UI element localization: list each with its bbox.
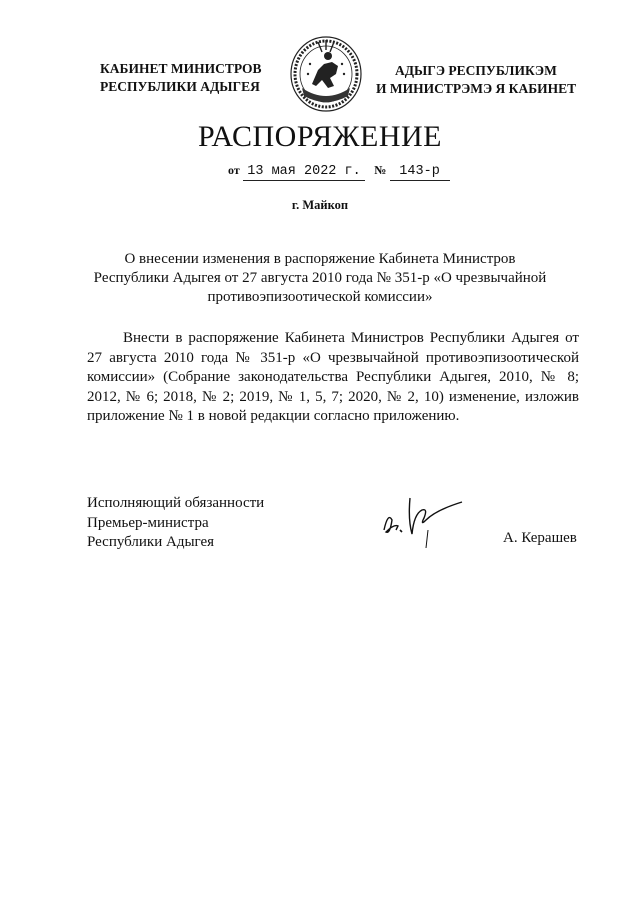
header-right-line2: И МИНИСТРЭМЭ Я КАБИНЕТ [376,81,577,96]
subject-line2: Республики Адыгея от 27 августа 2010 года № 351-р «О чрезвычайной [93,270,547,286]
signatory-line1: Исполняющий обязанности [87,495,265,511]
date-value: 13 мая 2022 г. [243,164,365,181]
signatory-name: А. Керашев [503,530,577,546]
number-value: 143-р [390,164,450,181]
date-number-line [228,162,450,181]
subject-line1: О внесении изменения в распоряжение Кабинета Министров [124,251,516,267]
header-left-line2: РЕСПУБЛИКИ АДЫГЕЯ [100,79,260,94]
header-left [100,60,262,96]
handwritten-signature [378,490,468,550]
signatory-line3: Республики Адыгея [87,534,215,550]
signatory-line2: Премьер-министра [87,514,209,531]
subject-line3: противоэпизоотической комиссии» [207,289,433,305]
signatory-title [87,494,264,553]
document-subject [60,250,580,307]
header-left-line1: КАБИНЕТ МИНИСТРОВ [100,61,262,76]
header-right-line1: АДЫГЭ РЕСПУБЛИКЭМ [395,63,557,78]
header-right [376,62,576,98]
document-title: РАСПОРЯЖЕНИЕ [197,120,443,153]
number-label: № [374,163,387,177]
document-body [87,329,579,427]
city: г. Майкоп [291,198,349,212]
body-paragraph: Внести в распоряжение Кабинета Министров Республики Адыгея от 27 августа 2010 года № 351-р «О чрезвычайной противоэпизоотической комиссии» (Собрание законодательства Республики Адыгея, 2010, № 8; 2012, № 6; 2018, № 2; 2019, № 1, 5, 7; 2020, № 2, 10) изменение, изложив приложение № 1 в новой редакции согласно приложению. [87,330,579,424]
date-label: от [228,163,240,177]
adygea-coat-of-arms-icon [288,34,364,112]
